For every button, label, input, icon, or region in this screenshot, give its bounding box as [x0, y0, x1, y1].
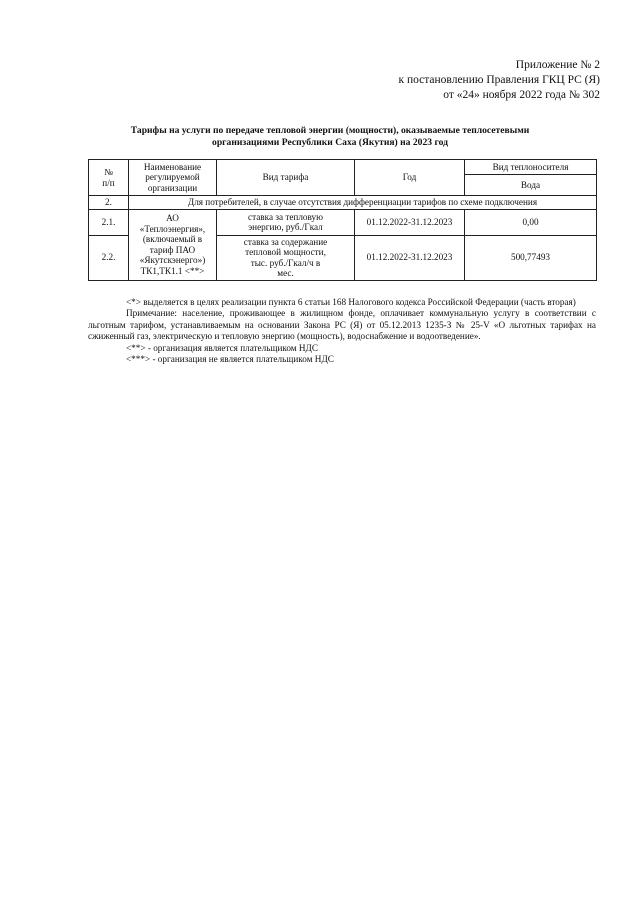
- annex-line-2: к постановлению Правления ГКЦ РС (Я): [398, 74, 600, 86]
- tariff-type-cell: ставка за содержание тепловой мощности, тыс. руб./Гкал/ч в мес.: [217, 235, 355, 280]
- table-header-row: [89, 160, 597, 175]
- title-line-2: организациями Республики Саха (Якутия) на 2023 год: [212, 137, 448, 148]
- organization-cell: АО «Теплоэнергия», (включаемый в тариф ПАО «Якутскэнерго») ТК1,ТК1.1 <**>: [129, 209, 217, 280]
- header-num: № п/п: [89, 160, 129, 196]
- header-water: Вода: [465, 175, 597, 196]
- footnote-population-note: Примечание: население, проживающее в жилищном фонде, оплачивает коммунальную услугу в соответствии с льготным тарифом, устанавливаемым на основании Закона РС (Я) от 05.12.2013 1235-З № 25-V «О льготных тарифах на сжиженный газ, электрическую и тепловую энергию (мощность), водоснабжение и водоотведение».: [88, 308, 596, 342]
- year-cell: 01.12.2022-31.12.2023: [355, 235, 465, 280]
- section-text: Для потребителей, в случае отсутствия дифференциации тарифов по схеме подключения: [129, 196, 597, 210]
- annex-line-1: Приложение № 2: [515, 59, 600, 71]
- title-line-1: Тарифы на услуги по передаче тепловой энергии (мощности), оказываемые теплосетевыми: [130, 125, 530, 136]
- annex-header: [399, 58, 601, 103]
- footnote-non-vat-payer: <***> - организация не является плательщиком НДС: [126, 354, 334, 365]
- water-value-cell: 500,77493: [465, 235, 597, 280]
- document-title: [60, 125, 600, 149]
- table-section-row: [89, 196, 597, 210]
- year-cell: 01.12.2022-31.12.2023: [355, 209, 465, 235]
- header-tariff-type: Вид тарифа: [217, 160, 355, 196]
- row-num: 2.2.: [89, 235, 129, 280]
- footnote-vat-payer: <**> - организация является плательщиком НДС: [126, 342, 318, 353]
- footnotes: [88, 297, 596, 365]
- header-carrier: Вид теплоносителя: [465, 160, 597, 175]
- tariff-type-cell: ставка за тепловую энергию, руб./Гкал: [217, 209, 355, 235]
- footnote-vat-allocation: <*> выделяется в целях реализации пункта 6 статьи 168 Налогового кодекса Российской Федерации (часть вторая): [126, 297, 576, 307]
- table-row: [89, 209, 597, 235]
- section-num: 2.: [89, 196, 129, 210]
- header-organization: Наименование регулируемой организации: [129, 160, 217, 196]
- header-year: Год: [355, 160, 465, 196]
- water-value-cell: 0,00: [465, 209, 597, 235]
- row-num: 2.1.: [89, 209, 129, 235]
- tariff-table: [88, 159, 597, 281]
- annex-line-3: от «24» ноября 2022 года № 302: [443, 89, 600, 101]
